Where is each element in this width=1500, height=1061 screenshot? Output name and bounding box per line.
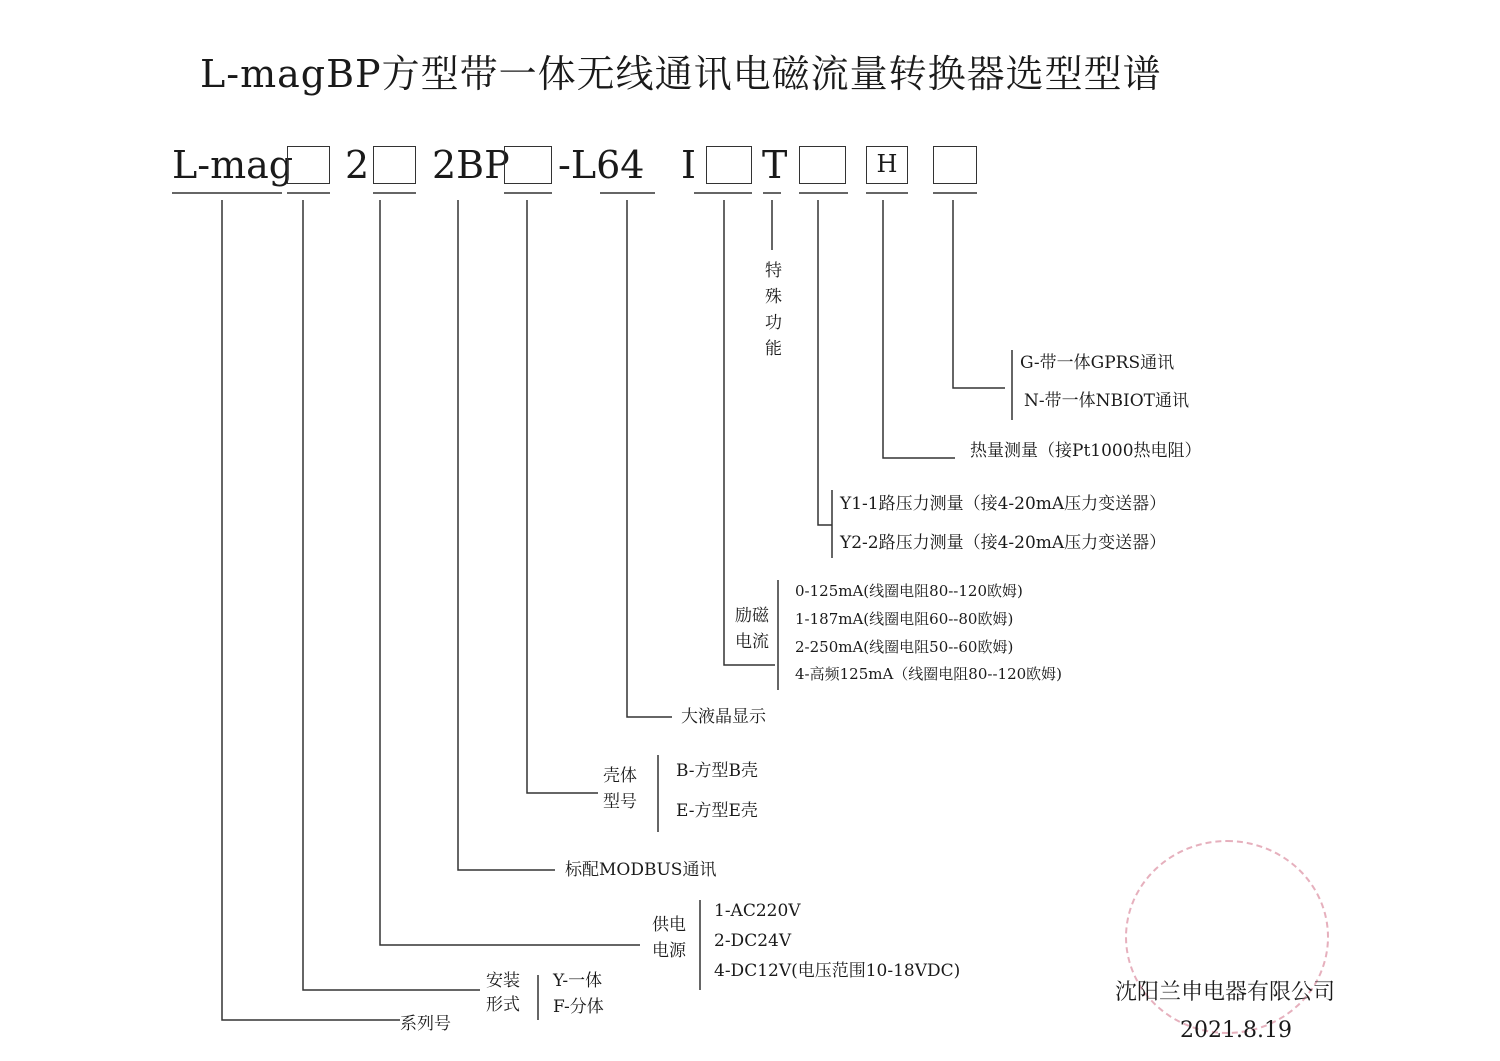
power-label: 电源: [652, 941, 686, 961]
excitation-option: 1-187mA(线圈电阻60--80欧姆): [795, 610, 1014, 628]
mounting-option: Y-一体: [553, 971, 603, 991]
excitation-label: 电流: [735, 632, 769, 652]
power-option: 2-DC24V: [714, 931, 792, 951]
housing-label: 型号: [603, 792, 637, 812]
code-box-heat: H: [866, 146, 908, 184]
mounting-label: 安装: [486, 971, 520, 991]
code-digit: 2: [345, 143, 370, 187]
housing-option: B-方型B壳: [676, 761, 759, 781]
excitation-label: 励磁: [735, 606, 769, 626]
power-label: 供电: [652, 915, 686, 935]
series-label: 系列号: [400, 1014, 451, 1034]
code-prefix: L-mag: [172, 143, 294, 187]
code-t: T: [762, 143, 788, 187]
code-i: I: [681, 143, 697, 187]
code-box-excitation: [706, 146, 752, 184]
code-box-power: [373, 146, 416, 184]
housing-label: 壳体: [603, 766, 637, 786]
special-function-label: 特殊功能: [765, 261, 782, 359]
company-name: 沈阳兰申电器有限公司: [1115, 980, 1336, 1005]
power-option: 1-AC220V: [714, 901, 801, 921]
power-option: 4-DC12V(电压范围10-18VDC): [714, 961, 961, 981]
mounting-label: 形式: [486, 995, 520, 1015]
heat-label: 热量测量（接Pt1000热电阻）: [970, 441, 1202, 461]
comm-option: G-带一体GPRS通讯: [1020, 353, 1175, 373]
comm-option: N-带一体NBIOT通讯: [1024, 391, 1189, 411]
modbus-label: 标配MODBUS通讯: [565, 860, 717, 880]
code-2bp: 2BP: [432, 143, 510, 187]
excitation-option: 0-125mA(线圈电阻80--120欧姆): [795, 582, 1023, 600]
housing-option: E-方型E壳: [676, 801, 758, 821]
code-box-mounting: [287, 146, 330, 184]
code-box-housing: [504, 146, 552, 184]
pressure-option: Y2-2路压力测量（接4-20mA压力变送器）: [840, 533, 1167, 553]
code-box-pressure: [799, 146, 846, 184]
page-title: L-magBP方型带一体无线通讯电磁流量转换器选型型谱: [200, 52, 1162, 96]
document-date: 2021.8.19: [1180, 1018, 1292, 1043]
code-box-comm: [933, 146, 977, 184]
excitation-option: 2-250mA(线圈电阻50--60欧姆): [795, 638, 1014, 656]
mounting-option: F-分体: [553, 997, 604, 1017]
display-label: 大液晶显示: [681, 707, 766, 727]
excitation-option: 4-高频125mA（线圈电阻80--120欧姆): [795, 665, 1063, 683]
code-l64: -L64: [558, 143, 645, 187]
pressure-option: Y1-1路压力测量（接4-20mA压力变送器）: [840, 494, 1167, 514]
